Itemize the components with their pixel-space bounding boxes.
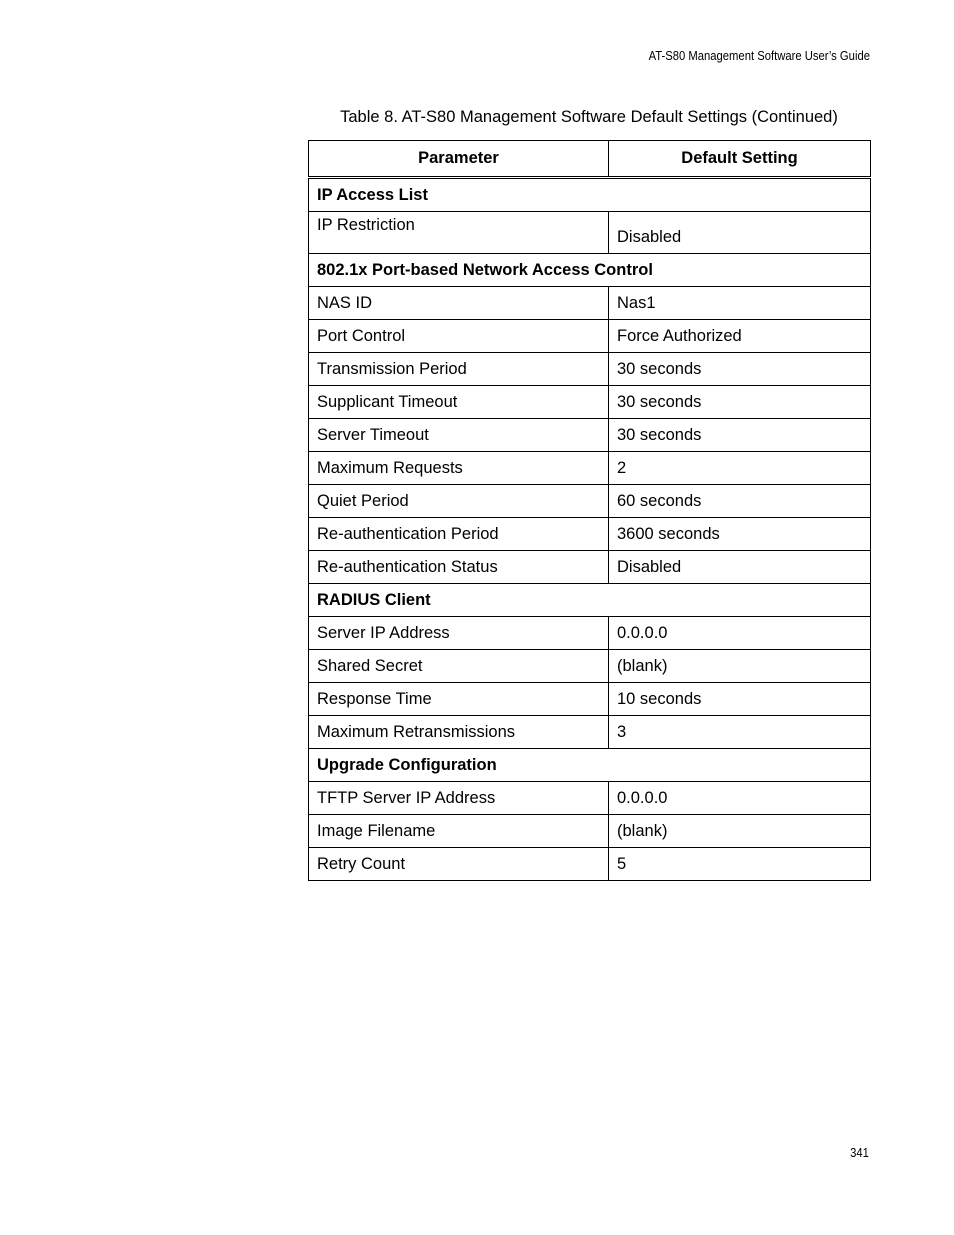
default-setting-cell: Disabled [609,212,871,254]
parameter-cell: Response Time [309,683,609,716]
parameter-cell: TFTP Server IP Address [309,782,609,815]
table-row [309,386,871,419]
parameter-cell: Quiet Period [309,485,609,518]
parameter-cell: Server IP Address [309,617,609,650]
default-setting-cell: 10 seconds [609,683,871,716]
parameter-cell: IP Restriction [309,212,609,254]
default-setting-cell: Nas1 [609,287,871,320]
table-header-row [309,141,871,178]
column-header-default-setting: Default Setting [609,141,871,178]
table-row [309,848,871,881]
default-setting-cell: 3 [609,716,871,749]
default-setting-cell: 0.0.0.0 [609,617,871,650]
default-setting-cell: 5 [609,848,871,881]
table-row [309,212,871,254]
table-row [309,716,871,749]
default-setting-cell: (blank) [609,650,871,683]
table-row [309,551,871,584]
table-row [309,650,871,683]
section-title: Upgrade Configuration [309,749,871,782]
parameter-cell: Port Control [309,320,609,353]
default-setting-cell: 2 [609,452,871,485]
default-setting-cell: Force Authorized [609,320,871,353]
parameter-cell: Transmission Period [309,353,609,386]
parameter-cell: Re-authentication Status [309,551,609,584]
running-header: AT-S80 Management Software User’s Guide [648,49,870,63]
section-title: RADIUS Client [309,584,871,617]
table-row [309,452,871,485]
section-row [309,584,871,617]
table-row [309,485,871,518]
page-number: 341 [850,1146,869,1160]
parameter-cell: Retry Count [309,848,609,881]
parameter-cell: Re-authentication Period [309,518,609,551]
section-row [309,178,871,212]
parameter-cell: Shared Secret [309,650,609,683]
default-setting-cell: 30 seconds [609,419,871,452]
table-row [309,353,871,386]
default-setting-cell: 60 seconds [609,485,871,518]
section-title: 802.1x Port-based Network Access Control [309,254,871,287]
parameter-cell: Server Timeout [309,419,609,452]
default-setting-cell: 30 seconds [609,353,871,386]
table-row [309,815,871,848]
section-title: IP Access List [309,178,871,212]
default-setting-cell: 30 seconds [609,386,871,419]
parameter-cell: NAS ID [309,287,609,320]
default-setting-cell: 0.0.0.0 [609,782,871,815]
section-row [309,749,871,782]
table-row [309,419,871,452]
default-setting-cell: Disabled [609,551,871,584]
parameter-cell: Maximum Requests [309,452,609,485]
table-row [309,617,871,650]
parameter-cell: Supplicant Timeout [309,386,609,419]
table-row [309,782,871,815]
table-row [309,518,871,551]
column-header-parameter: Parameter [309,141,609,178]
table-caption: Table 8. AT-S80 Management Software Default Settings (Continued) [340,108,838,126]
parameter-cell: Maximum Retransmissions [309,716,609,749]
table-row [309,320,871,353]
default-setting-cell: (blank) [609,815,871,848]
table-row [309,287,871,320]
default-settings-table [308,140,871,881]
parameter-cell: Image Filename [309,815,609,848]
section-row [309,254,871,287]
default-setting-cell: 3600 seconds [609,518,871,551]
table-row [309,683,871,716]
